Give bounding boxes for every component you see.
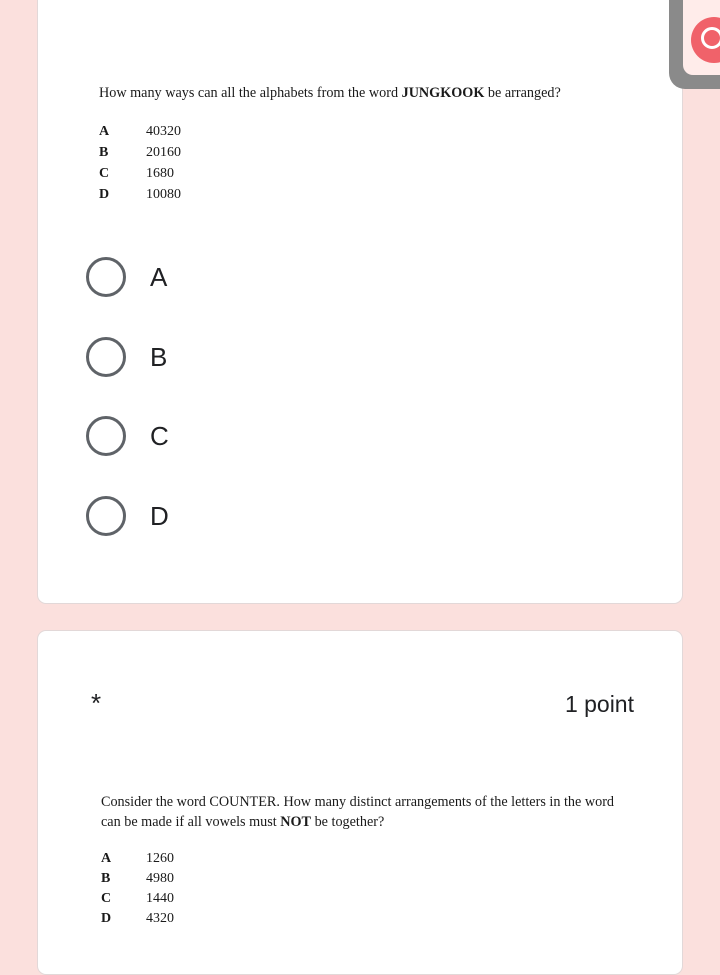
option-letter: C: [101, 891, 112, 906]
required-asterisk: *: [91, 688, 102, 718]
question-1-text: [99, 83, 639, 103]
radio-choice-d[interactable]: [86, 496, 386, 536]
option-letter: A: [101, 851, 112, 866]
option-value: 1260: [146, 851, 174, 866]
option-letter: B: [99, 145, 109, 160]
radio-choice-b[interactable]: [86, 337, 386, 377]
option-value: 20160: [146, 145, 181, 160]
radio-button-b[interactable]: [86, 337, 126, 377]
play-ring-icon: [701, 27, 720, 49]
option-value: 40320: [146, 124, 181, 139]
option-letter: A: [99, 124, 110, 139]
question-1-word: JUNGKOOK: [401, 85, 485, 101]
option-letter: D: [99, 187, 110, 202]
option-value: 10080: [146, 187, 181, 202]
points-label: 1 point: [564, 691, 634, 717]
radio-choice-c[interactable]: [86, 416, 386, 456]
radio-button-d[interactable]: [86, 496, 126, 536]
option-letter: B: [101, 871, 111, 886]
radio-button-c[interactable]: [86, 416, 126, 456]
option-value: 1440: [146, 891, 174, 906]
radio-label-c[interactable]: C: [150, 421, 169, 451]
question-2-text-end: be together?: [311, 814, 385, 830]
question-2-text-start: Consider the word COUNTER. How many distinct arrangements of the letters in the word can be made if all vowels must: [101, 794, 615, 830]
question-2-emphasis: NOT: [280, 814, 312, 830]
radio-label-b[interactable]: B: [150, 342, 168, 372]
radio-button-a[interactable]: [86, 257, 126, 297]
option-value: 4980: [146, 871, 174, 886]
question-1-text-end: be arranged?: [484, 85, 561, 101]
radio-choice-a[interactable]: [86, 257, 386, 297]
option-value: 4320: [146, 911, 174, 926]
radio-label-d[interactable]: D: [150, 501, 169, 531]
option-value: 1680: [146, 166, 174, 181]
option-letter: C: [99, 166, 110, 181]
question-1-text-start: How many ways can all the alphabets from the word: [99, 85, 402, 101]
question-2-text: [101, 792, 631, 832]
radio-label-a[interactable]: A: [150, 262, 168, 292]
option-letter: D: [101, 911, 112, 926]
